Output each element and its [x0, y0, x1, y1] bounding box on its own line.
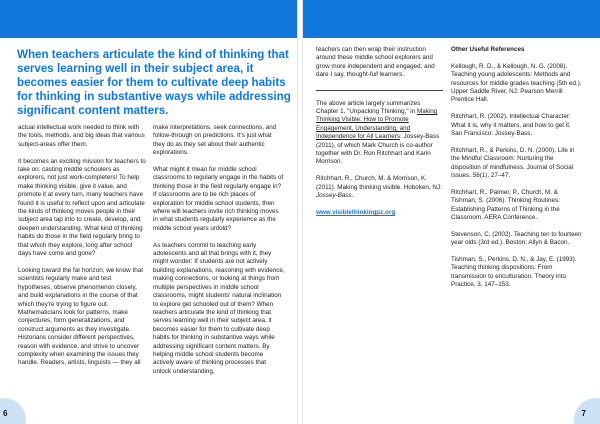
- reference-item: Stevenson, C. (2002). Teaching ten to fourteen year olds (3rd ed.). Boston: Allyn & Bacon.: [451, 230, 582, 247]
- section-divider: [316, 90, 443, 91]
- left-column-2: [153, 124, 285, 385]
- summary-note: The above article largely summarizes Chapter 1, "Unpacking Thinking," in Making Thinking Visible: How to Promote Engagement, Understanding, and Independence for All Learners: Jossey-Bass (2011), of which Mark Church is co-author together with Dr. Ron Ritchhart and Karin Morrison.: [316, 99, 440, 166]
- paragraph: As teachers commit to teaching early adolescents and all that brings with it, they might wonder: If students are not actively building explanations, reasoning with evidence, making connections, or looking at things from multiple perspectives in middle school classrooms, might students' natural inclination to explore get schooled out of them? When teachers articulate the kind of thinking that serves learning well in their subject area, it becomes easier for them to cultivate deep habits for thinking in substantive ways while addressing significant content matters. By helping middle school students become actively aware of thinking processes that unlock understanding,: [153, 241, 285, 375]
- reference-item: Ritchhart, R., & Perkins, D. N. (2000). Life in the Mindful Classroom: Nurturing the disposition of mindfulness. Journal of Social Issues, 56(1), 27–47.: [451, 146, 575, 180]
- reference-item: Kellough, R. D., & Kellough, N. G. (2008). Teaching young adolescents: Methods and resources for middle grades teaching (5th ed.). Upper Saddle River, NJ: Pearson Merrill Prentice Hall.: [451, 62, 582, 104]
- website-link[interactable]: www.visiblethinkingpz.org: [316, 208, 396, 216]
- reference-item: Tishman, S., Perkins, D. N., & Jay, E. (1993). Teaching thinking dispositions: From transmission to enculturation. Theory into Practice, 3, 147–153.: [451, 256, 577, 289]
- header-band-left: [0, 0, 297, 38]
- citation: Ritchhart, R., Church, M. & Morrison, K. (2011). Making thinking visible. Hoboken, NJ: Jossey-Bass.: [316, 175, 442, 200]
- paragraph: What might it mean for middle school classrooms to regularly engage in the habits of thinking those in the field regularly engage in? If classrooms are to be rich places of exploration for middle school students, then where will teachers invite rich thinking moves in what students regularly experience as the middle school years unfold?: [153, 166, 284, 232]
- page-gutter: [297, 0, 303, 424]
- reference-item: Ritchhart, R. (2002). Intellectual Character: What it is, why it matters, and how to get it. San Francisco: Jossey-Bass.: [451, 113, 571, 138]
- closing-paragraph: teachers can then wrap their instruction around these middle school explorers and grow more independent and engaged, and dare I say, thought-full learners.: [316, 46, 435, 79]
- page-number-left: 6: [3, 409, 8, 418]
- corner-tab-right: [574, 398, 600, 424]
- reference-item: Ritchhart, R., Palmer, P., Church, M. & Tishman, S. (2006). Thinking Routines: Establishing Patterns of Thinking in the Classroom. AERA Conference.: [451, 188, 560, 222]
- header-band-right: [303, 0, 600, 38]
- pull-quote-headline: When teachers articulate the kind of thinking that serves learning well in their subject area, it becomes easier for them to cultivate deep habits for thinking in substantive ways while addressing significant content matters.: [17, 48, 291, 117]
- right-column-1: [316, 46, 444, 226]
- right-column-2: [451, 46, 583, 298]
- emphasis: full: [369, 71, 378, 79]
- left-column-1: [18, 124, 146, 376]
- publisher: Jossey-Bass: [316, 192, 352, 200]
- references-heading: Other Useful References: [451, 46, 525, 53]
- page-number-right: 7: [581, 409, 586, 418]
- paragraph: actual intellectual work needed to think with the tools, methods, and big ideas that various subject-areas offer them.: [18, 124, 145, 148]
- paragraph: make interpretations, seek connections, and follow-through on predictions. It's just what they do as they set about their authentic explorations.: [153, 124, 277, 157]
- paragraph: It becomes an exciting mission for teachers to take on: casting middle schoolers as explorers, not just work-completers! To help make thinking visible, give it value, and promote it at every turn, many teachers have found it is useful to reflect upon and articulate the kinds of thinking moves people in their subject area tap into to create, develop, and deepen understanding. What kind of thinking habits do those in the field regularly bring to that which they explore, long after school days have come and gone?: [18, 157, 146, 258]
- book-title: Making Thinking Visible: How to Promote Engagement, Understanding, and Independence for All Learners: [316, 108, 438, 141]
- paragraph: Looking toward the far horizon, we know that scientists regularly make and test hypotheses, observe phenomenon closely, and build explanations in the course of that which they're trying to figure out. Mathematicians look for patterns, make conjectures, form generalizations, and construct arguments as they investigate. Historians consider different perspectives, reason with evidence, and strive to uncover complexity when examining the issues they handle. Readers, artists, linguists — they all: [18, 266, 143, 367]
